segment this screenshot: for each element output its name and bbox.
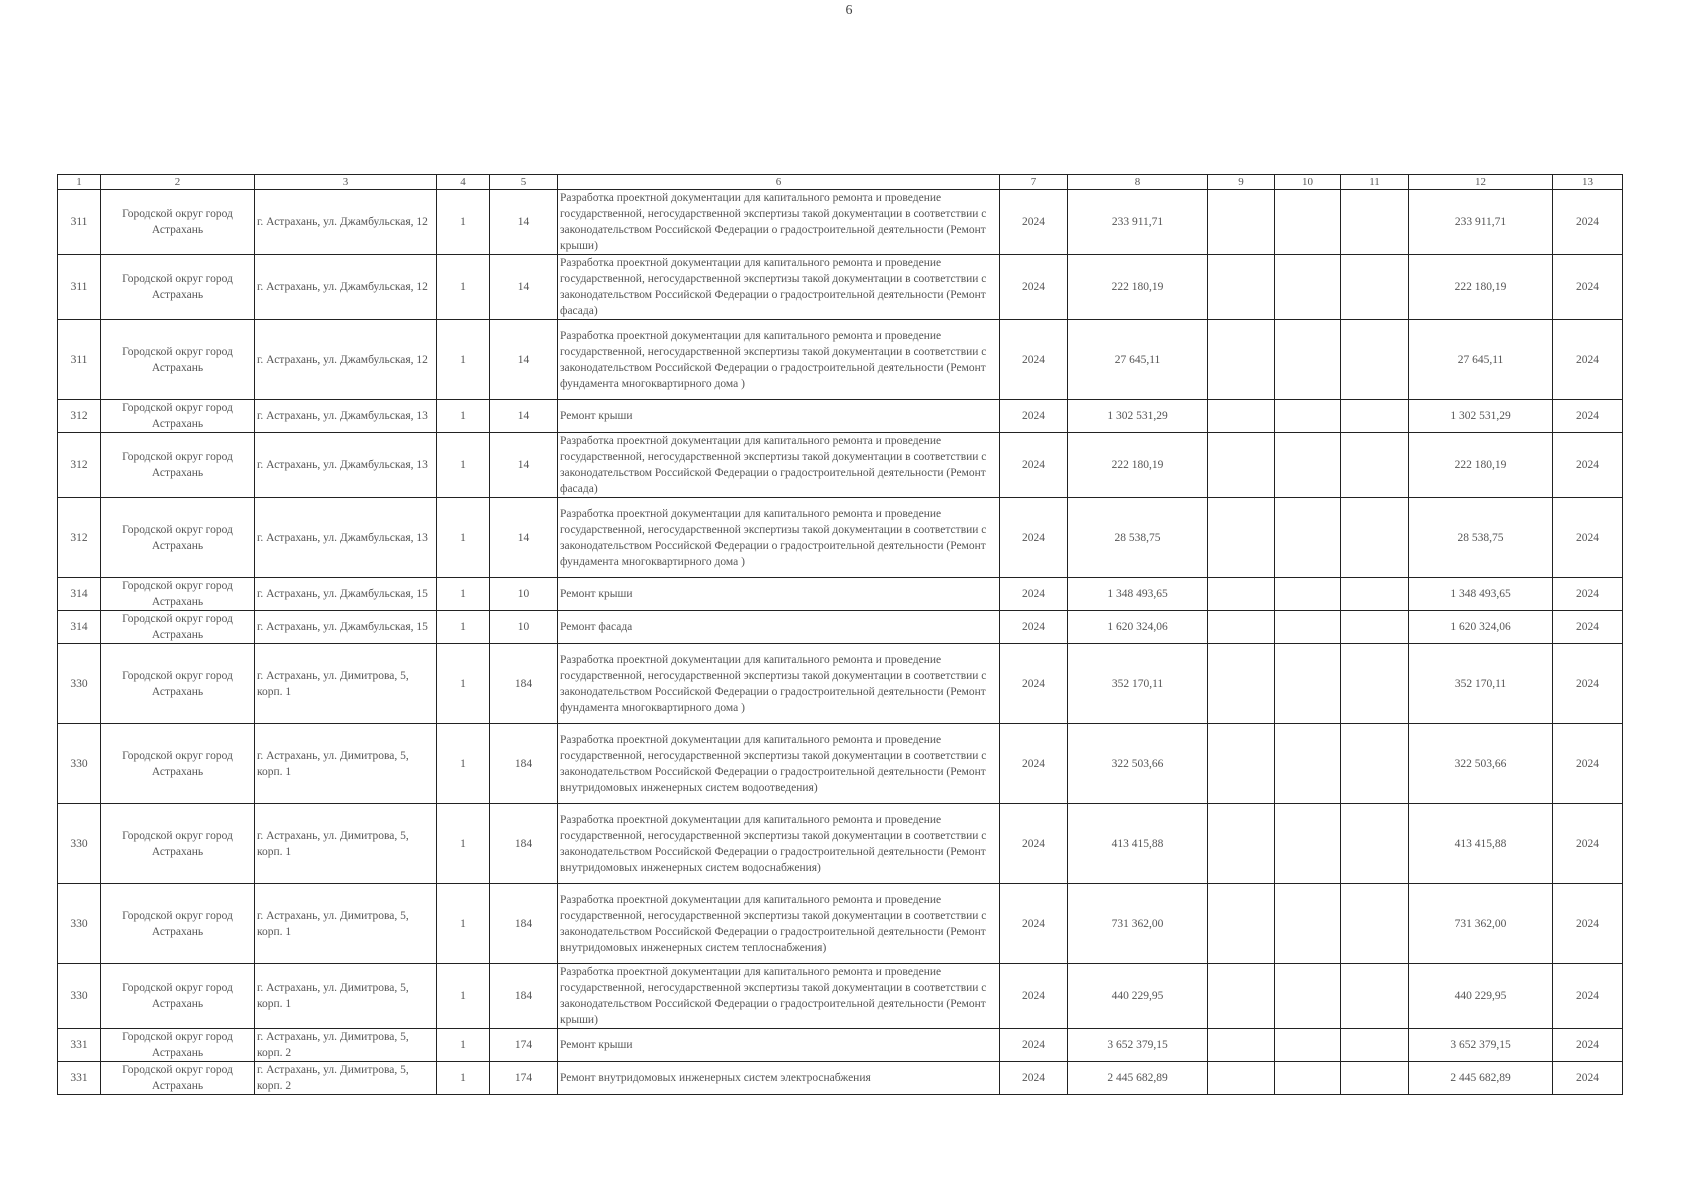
header-row: [58, 175, 1623, 190]
row-number: 311: [58, 320, 101, 400]
table-row: [58, 644, 1623, 724]
work-description: Ремонт крыши: [558, 1029, 1000, 1062]
address-cell: г. Астрахань, ул. Джамбульская, 13: [255, 498, 437, 578]
cell-col10: [1275, 320, 1341, 400]
cell-col5: 184: [490, 644, 558, 724]
cost-cell: 222 180,19: [1068, 433, 1208, 498]
cell-col10: [1275, 400, 1341, 433]
cost-cell: 731 362,00: [1068, 884, 1208, 964]
row-number: 331: [58, 1029, 101, 1062]
year-cell: 2024: [1000, 433, 1068, 498]
address-cell: г. Астрахань, ул. Димитрова, 5, корп. 2: [255, 1062, 437, 1095]
address-cell: г. Астрахань, ул. Димитрова, 5, корп. 1: [255, 964, 437, 1029]
work-description: Разработка проектной документации для капитального ремонта и проведение государственной, негосударственной экспертизы такой документации в соответствии с законодательством Российской Федерации о градостроительной деятельности (Ремонт фундамента многоквартирного дома ): [558, 320, 1000, 400]
cell-col10: [1275, 611, 1341, 644]
table-row: [58, 320, 1623, 400]
cell-col10: [1275, 1029, 1341, 1062]
completion-year-cell: 2024: [1553, 433, 1623, 498]
work-description: Ремонт фасада: [558, 611, 1000, 644]
cell-col11: [1341, 884, 1409, 964]
cost-cell: 413 415,88: [1068, 804, 1208, 884]
address-cell: г. Астрахань, ул. Джамбульская, 15: [255, 578, 437, 611]
cell-col4: 1: [437, 400, 490, 433]
cell-col10: [1275, 433, 1341, 498]
cell-col10: [1275, 644, 1341, 724]
work-description: Разработка проектной документации для капитального ремонта и проведение государственной, негосударственной экспертизы такой документации в соответствии с законодательством Российской Федерации о градостроительной деятельности (Ремонт крыши): [558, 190, 1000, 255]
work-description: Ремонт крыши: [558, 578, 1000, 611]
cell-col10: [1275, 884, 1341, 964]
row-number: 312: [58, 498, 101, 578]
cell-col4: 1: [437, 644, 490, 724]
address-cell: г. Астрахань, ул. Джамбульская, 12: [255, 190, 437, 255]
cell-col5: 14: [490, 498, 558, 578]
cell-col10: [1275, 1062, 1341, 1095]
district-cell: Городской округ город Астрахань: [101, 884, 255, 964]
amount-cell: 27 645,11: [1409, 320, 1553, 400]
row-number: 330: [58, 724, 101, 804]
repair-program-table: [57, 174, 1623, 1095]
row-number: 314: [58, 611, 101, 644]
column-header: 1: [58, 175, 101, 190]
amount-cell: 1 302 531,29: [1409, 400, 1553, 433]
amount-cell: 3 652 379,15: [1409, 1029, 1553, 1062]
column-header: 7: [1000, 175, 1068, 190]
work-description: Разработка проектной документации для капитального ремонта и проведение государственной, негосударственной экспертизы такой документации в соответствии с законодательством Российской Федерации о градостроительной деятельности (Ремонт фасада): [558, 433, 1000, 498]
cost-cell: 1 620 324,06: [1068, 611, 1208, 644]
cell-col11: [1341, 400, 1409, 433]
column-header: 5: [490, 175, 558, 190]
cell-col9: [1208, 190, 1275, 255]
cost-cell: 233 911,71: [1068, 190, 1208, 255]
row-number: 311: [58, 255, 101, 320]
district-cell: Городской округ город Астрахань: [101, 724, 255, 804]
completion-year-cell: 2024: [1553, 1029, 1623, 1062]
column-header: 13: [1553, 175, 1623, 190]
completion-year-cell: 2024: [1553, 498, 1623, 578]
cell-col4: 1: [437, 724, 490, 804]
cell-col10: [1275, 804, 1341, 884]
address-cell: г. Астрахань, ул. Димитрова, 5, корп. 1: [255, 644, 437, 724]
work-description: Разработка проектной документации для капитального ремонта и проведение государственной, негосударственной экспертизы такой документации в соответствии с законодательством Российской Федерации о градостроительной деятельности (Ремонт внутридомовых инженерных систем теплоснабжения): [558, 884, 1000, 964]
row-number: 312: [58, 400, 101, 433]
district-cell: Городской округ город Астрахань: [101, 964, 255, 1029]
table-row: [58, 1029, 1623, 1062]
cell-col5: 184: [490, 804, 558, 884]
cell-col4: 1: [437, 578, 490, 611]
column-header: 3: [255, 175, 437, 190]
district-cell: Городской округ город Астрахань: [101, 190, 255, 255]
row-number: 314: [58, 578, 101, 611]
cell-col10: [1275, 724, 1341, 804]
cell-col4: 1: [437, 320, 490, 400]
cell-col5: 10: [490, 611, 558, 644]
table-row: [58, 724, 1623, 804]
cell-col4: 1: [437, 498, 490, 578]
completion-year-cell: 2024: [1553, 400, 1623, 433]
address-cell: г. Астрахань, ул. Джамбульская, 15: [255, 611, 437, 644]
cost-cell: 1 302 531,29: [1068, 400, 1208, 433]
table-row: [58, 611, 1623, 644]
year-cell: 2024: [1000, 190, 1068, 255]
cell-col4: 1: [437, 255, 490, 320]
address-cell: г. Астрахань, ул. Джамбульская, 12: [255, 255, 437, 320]
row-number: 311: [58, 190, 101, 255]
cell-col9: [1208, 578, 1275, 611]
cell-col4: 1: [437, 964, 490, 1029]
table-row: [58, 433, 1623, 498]
work-description: Разработка проектной документации для капитального ремонта и проведение государственной, негосударственной экспертизы такой документации в соответствии с законодательством Российской Федерации о градостроительной деятельности (Ремонт внутридомовых инженерных систем водоотведения): [558, 724, 1000, 804]
cell-col4: 1: [437, 433, 490, 498]
amount-cell: 352 170,11: [1409, 644, 1553, 724]
cell-col9: [1208, 964, 1275, 1029]
table-row: [58, 804, 1623, 884]
cell-col9: [1208, 498, 1275, 578]
cell-col11: [1341, 611, 1409, 644]
cell-col4: 1: [437, 190, 490, 255]
table-row: [58, 964, 1623, 1029]
cell-col5: 10: [490, 578, 558, 611]
cost-cell: 352 170,11: [1068, 644, 1208, 724]
completion-year-cell: 2024: [1553, 578, 1623, 611]
district-cell: Городской округ город Астрахань: [101, 1062, 255, 1095]
district-cell: Городской округ город Астрахань: [101, 611, 255, 644]
amount-cell: 1 348 493,65: [1409, 578, 1553, 611]
cell-col9: [1208, 433, 1275, 498]
cell-col5: 184: [490, 884, 558, 964]
cell-col11: [1341, 255, 1409, 320]
work-description: Разработка проектной документации для капитального ремонта и проведение государственной, негосударственной экспертизы такой документации в соответствии с законодательством Российской Федерации о градостроительной деятельности (Ремонт внутридомовых инженерных систем водоснабжения): [558, 804, 1000, 884]
cell-col11: [1341, 644, 1409, 724]
district-cell: Городской округ город Астрахань: [101, 498, 255, 578]
cell-col9: [1208, 1062, 1275, 1095]
column-header: 12: [1409, 175, 1553, 190]
amount-cell: 1 620 324,06: [1409, 611, 1553, 644]
cell-col5: 184: [490, 724, 558, 804]
cell-col5: 14: [490, 190, 558, 255]
cell-col11: [1341, 724, 1409, 804]
district-cell: Городской округ город Астрахань: [101, 644, 255, 724]
cost-cell: 222 180,19: [1068, 255, 1208, 320]
address-cell: г. Астрахань, ул. Димитрова, 5, корп. 1: [255, 804, 437, 884]
completion-year-cell: 2024: [1553, 320, 1623, 400]
completion-year-cell: 2024: [1553, 884, 1623, 964]
table-row: [58, 1062, 1623, 1095]
cell-col5: 14: [490, 400, 558, 433]
cell-col10: [1275, 498, 1341, 578]
year-cell: 2024: [1000, 578, 1068, 611]
cell-col11: [1341, 190, 1409, 255]
cell-col9: [1208, 400, 1275, 433]
year-cell: 2024: [1000, 400, 1068, 433]
cell-col10: [1275, 578, 1341, 611]
work-description: Разработка проектной документации для капитального ремонта и проведение государственной, негосударственной экспертизы такой документации в соответствии с законодательством Российской Федерации о градостроительной деятельности (Ремонт крыши): [558, 964, 1000, 1029]
table-row: [58, 255, 1623, 320]
cell-col4: 1: [437, 611, 490, 644]
row-number: 330: [58, 964, 101, 1029]
cell-col10: [1275, 255, 1341, 320]
district-cell: Городской округ город Астрахань: [101, 255, 255, 320]
district-cell: Городской округ город Астрахань: [101, 433, 255, 498]
cell-col11: [1341, 1029, 1409, 1062]
year-cell: 2024: [1000, 498, 1068, 578]
column-header: 11: [1341, 175, 1409, 190]
row-number: 330: [58, 804, 101, 884]
row-number: 330: [58, 644, 101, 724]
work-description: Разработка проектной документации для капитального ремонта и проведение государственной, негосударственной экспертизы такой документации в соответствии с законодательством Российской Федерации о градостроительной деятельности (Ремонт фасада): [558, 255, 1000, 320]
work-description: Ремонт крыши: [558, 400, 1000, 433]
cost-cell: 27 645,11: [1068, 320, 1208, 400]
cost-cell: 3 652 379,15: [1068, 1029, 1208, 1062]
table-row: [58, 190, 1623, 255]
year-cell: 2024: [1000, 1062, 1068, 1095]
column-header: 8: [1068, 175, 1208, 190]
district-cell: Городской округ город Астрахань: [101, 578, 255, 611]
address-cell: г. Астрахань, ул. Димитрова, 5, корп. 1: [255, 884, 437, 964]
work-description: Разработка проектной документации для капитального ремонта и проведение государственной, негосударственной экспертизы такой документации в соответствии с законодательством Российской Федерации о градостроительной деятельности (Ремонт фундамента многоквартирного дома ): [558, 644, 1000, 724]
cell-col11: [1341, 433, 1409, 498]
table-body: [58, 190, 1623, 1095]
cell-col11: [1341, 1062, 1409, 1095]
cost-cell: 28 538,75: [1068, 498, 1208, 578]
amount-cell: 413 415,88: [1409, 804, 1553, 884]
cell-col5: 174: [490, 1062, 558, 1095]
page-number: 6: [845, 3, 853, 18]
cell-col4: 1: [437, 804, 490, 884]
cell-col5: 174: [490, 1029, 558, 1062]
cell-col9: [1208, 804, 1275, 884]
amount-cell: 222 180,19: [1409, 255, 1553, 320]
district-cell: Городской округ город Астрахань: [101, 400, 255, 433]
cost-cell: 1 348 493,65: [1068, 578, 1208, 611]
work-description: Ремонт внутридомовых инженерных систем электроснабжения: [558, 1062, 1000, 1095]
completion-year-cell: 2024: [1553, 611, 1623, 644]
column-header: 9: [1208, 175, 1275, 190]
row-number: 331: [58, 1062, 101, 1095]
amount-cell: 440 229,95: [1409, 964, 1553, 1029]
cell-col9: [1208, 1029, 1275, 1062]
column-header: 10: [1275, 175, 1341, 190]
cell-col4: 1: [437, 1062, 490, 1095]
district-cell: Городской округ город Астрахань: [101, 1029, 255, 1062]
cell-col9: [1208, 644, 1275, 724]
address-cell: г. Астрахань, ул. Джамбульская, 12: [255, 320, 437, 400]
column-header: 2: [101, 175, 255, 190]
year-cell: 2024: [1000, 644, 1068, 724]
amount-cell: 222 180,19: [1409, 433, 1553, 498]
cell-col10: [1275, 964, 1341, 1029]
cell-col11: [1341, 320, 1409, 400]
district-cell: Городской округ город Астрахань: [101, 320, 255, 400]
table-row: [58, 498, 1623, 578]
year-cell: 2024: [1000, 884, 1068, 964]
cell-col11: [1341, 578, 1409, 611]
amount-cell: 322 503,66: [1409, 724, 1553, 804]
year-cell: 2024: [1000, 964, 1068, 1029]
amount-cell: 28 538,75: [1409, 498, 1553, 578]
cell-col5: 14: [490, 255, 558, 320]
year-cell: 2024: [1000, 1029, 1068, 1062]
address-cell: г. Астрахань, ул. Димитрова, 5, корп. 1: [255, 724, 437, 804]
cost-cell: 322 503,66: [1068, 724, 1208, 804]
completion-year-cell: 2024: [1553, 724, 1623, 804]
cell-col9: [1208, 884, 1275, 964]
year-cell: 2024: [1000, 611, 1068, 644]
cell-col10: [1275, 190, 1341, 255]
cell-col5: 14: [490, 320, 558, 400]
cell-col11: [1341, 804, 1409, 884]
row-number: 312: [58, 433, 101, 498]
cell-col4: 1: [437, 1029, 490, 1062]
amount-cell: 2 445 682,89: [1409, 1062, 1553, 1095]
completion-year-cell: 2024: [1553, 255, 1623, 320]
cost-cell: 440 229,95: [1068, 964, 1208, 1029]
table-row: [58, 884, 1623, 964]
completion-year-cell: 2024: [1553, 804, 1623, 884]
table-row: [58, 400, 1623, 433]
row-number: 330: [58, 884, 101, 964]
completion-year-cell: 2024: [1553, 644, 1623, 724]
year-cell: 2024: [1000, 320, 1068, 400]
cost-cell: 2 445 682,89: [1068, 1062, 1208, 1095]
district-cell: Городской округ город Астрахань: [101, 804, 255, 884]
completion-year-cell: 2024: [1553, 964, 1623, 1029]
year-cell: 2024: [1000, 804, 1068, 884]
address-cell: г. Астрахань, ул. Джамбульская, 13: [255, 400, 437, 433]
completion-year-cell: 2024: [1553, 190, 1623, 255]
cell-col11: [1341, 964, 1409, 1029]
amount-cell: 731 362,00: [1409, 884, 1553, 964]
cell-col5: 184: [490, 964, 558, 1029]
cell-col4: 1: [437, 884, 490, 964]
completion-year-cell: 2024: [1553, 1062, 1623, 1095]
year-cell: 2024: [1000, 255, 1068, 320]
address-cell: г. Астрахань, ул. Димитрова, 5, корп. 2: [255, 1029, 437, 1062]
cell-col9: [1208, 724, 1275, 804]
work-description: Разработка проектной документации для капитального ремонта и проведение государственной, негосударственной экспертизы такой документации в соответствии с законодательством Российской Федерации о градостроительной деятельности (Ремонт фундамента многоквартирного дома ): [558, 498, 1000, 578]
cell-col9: [1208, 255, 1275, 320]
amount-cell: 233 911,71: [1409, 190, 1553, 255]
address-cell: г. Астрахань, ул. Джамбульская, 13: [255, 433, 437, 498]
cell-col9: [1208, 611, 1275, 644]
table-row: [58, 578, 1623, 611]
column-header: 6: [558, 175, 1000, 190]
cell-col11: [1341, 498, 1409, 578]
cell-col5: 14: [490, 433, 558, 498]
column-header: 4: [437, 175, 490, 190]
cell-col9: [1208, 320, 1275, 400]
year-cell: 2024: [1000, 724, 1068, 804]
